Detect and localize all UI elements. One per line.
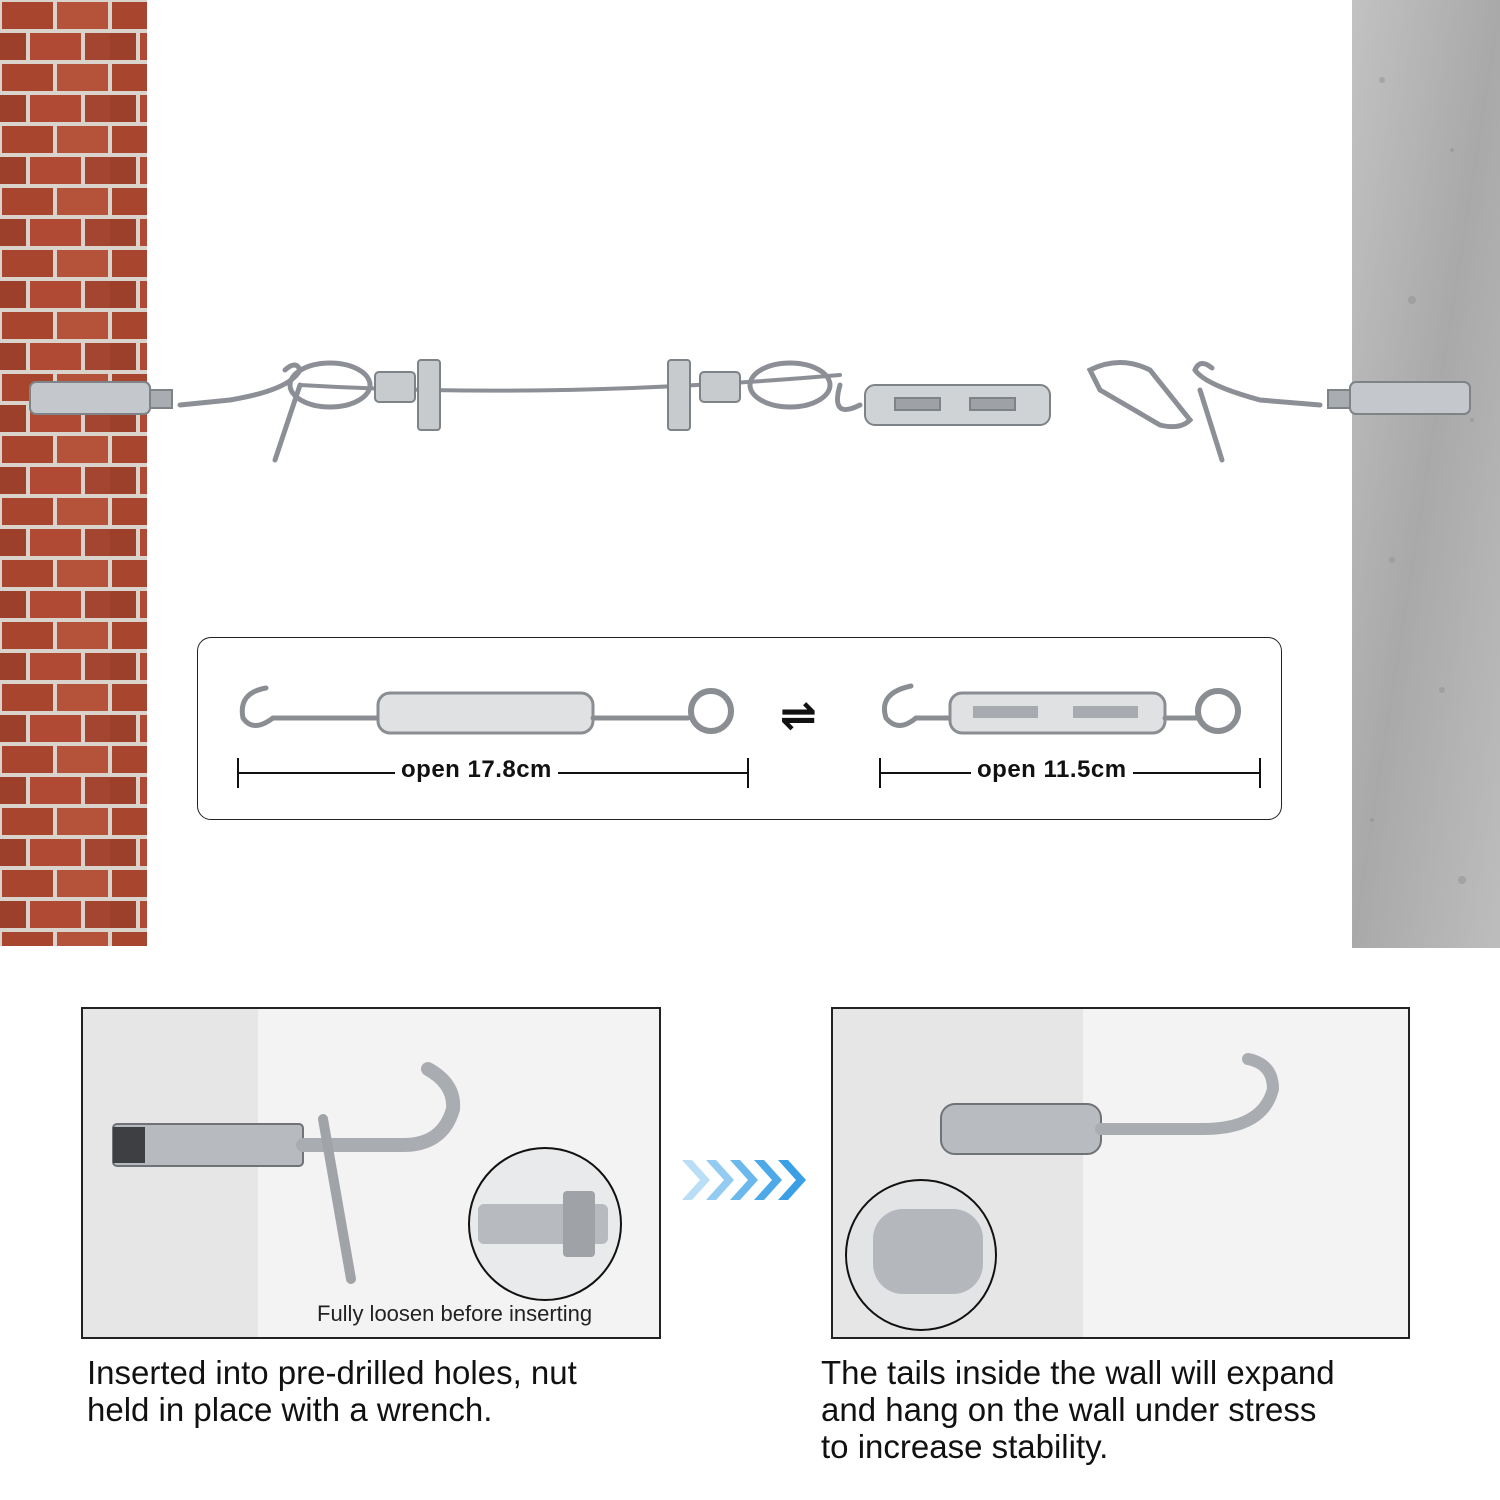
eye-end-long <box>691 691 731 731</box>
wire-rigging-illustration <box>0 330 1500 480</box>
caption-line: Inserted into pre-drilled holes, nut <box>87 1354 577 1391</box>
step-2-caption <box>821 1354 1335 1465</box>
turnbuckle-diagrams <box>198 638 1280 818</box>
swap-arrows-icon: ⇌ <box>780 691 817 740</box>
turnbuckle <box>865 385 1050 425</box>
open-length-long-label: open 17.8cm <box>395 756 558 784</box>
step-1-caption <box>87 1354 577 1428</box>
next-step-arrows-icon <box>678 1155 806 1205</box>
anchor-bolt-right <box>1328 382 1470 414</box>
hook-end-long <box>242 688 273 726</box>
step-2-photo <box>831 1007 1410 1339</box>
caption-line: The tails inside the wall will expand <box>821 1354 1335 1391</box>
anchor-insert-image <box>83 1009 659 1337</box>
caption-line: held in place with a wrench. <box>87 1391 493 1428</box>
chevrons <box>678 1155 806 1205</box>
wire-clip <box>375 372 415 402</box>
inset-note: Fully loosen before inserting <box>317 1301 593 1326</box>
anchor-expanded-image <box>833 1009 1408 1337</box>
step-1-photo <box>81 1007 661 1339</box>
caption-line: to increase stability. <box>821 1428 1109 1465</box>
turnbuckle-length-panel <box>197 637 1282 820</box>
anchor-bolt-left <box>30 382 172 414</box>
open-length-short-label: open 11.5cm <box>971 756 1133 784</box>
rigging-drawing <box>0 330 1500 480</box>
caption-line: and hang on the wall under stress <box>821 1391 1317 1428</box>
